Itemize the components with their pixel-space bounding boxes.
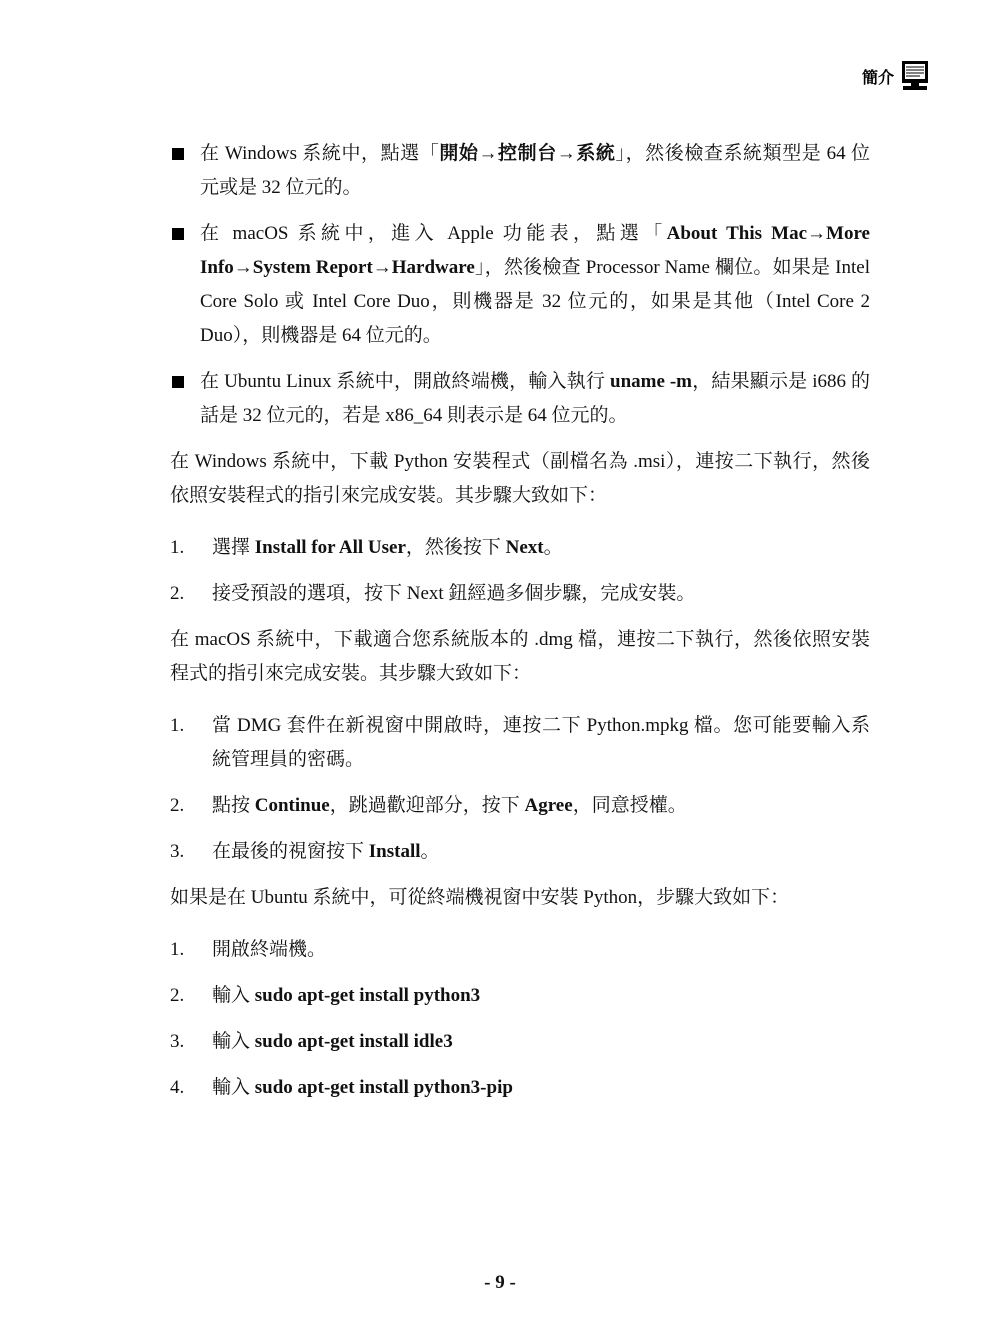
bullet-square-icon [172,228,184,240]
bullet-bold-text: About This Mac→More Info→System Report→Hardware [200,223,870,278]
mac-intro-paragraph: 在 macOS 系統中，下載適合您系統版本的 .dmg 檔，連按二下執行，然後依照安裝程式的指引來完成安裝。其步驟大致如下： [170,629,870,684]
step-number: 3. [170,841,185,862]
bullet-text: 在 macOS 系統中，進入 Apple 功能表，點選「 [200,223,667,244]
step-bold-text: Continue [254,795,330,816]
step-text: 選擇 [212,537,255,558]
step-bold-text: Next [505,537,544,558]
bullet-text: 」，然後檢查系統類型是 64 位元或是 32 位元的。 [200,143,870,198]
step-number: 3. [170,1031,185,1052]
bullet-item-ubuntu [170,365,870,433]
bullet-text: 在 Windows 系統中，點選「 [200,143,440,164]
bullet-text: 」，然後檢查 Processor Name 欄位。如果是 Intel Core Solo 或 Intel Core Duo，則機器是 32 位元的，如果是其他（Intel Core 2 Duo），則機器是 64 位元的。 [200,257,871,346]
step-text: 。 [543,537,563,558]
step-number: 4. [170,1077,185,1098]
step-bold-text: sudo apt-get install python3-pip [254,1077,513,1098]
ubuntu-step [170,1071,870,1105]
monitor-icon [900,60,930,92]
mac-step [170,789,870,823]
step-text: ，然後按下 [405,537,506,558]
windows-step [170,577,870,611]
bullet-square-icon [172,148,184,160]
step-number: 1. [170,537,185,558]
step-text: 當 DMG 套件在新視窗中開啟時，連按二下 Python.mpkg 檔。您可能要輸入系統管理員的密碼。 [212,715,870,770]
ubuntu-step [170,1025,870,1059]
step-text: 輸入 [212,985,255,1006]
step-bold-text: Install for All User [254,537,406,558]
windows-intro-paragraph: 在 Windows 系統中，下載 Python 安裝程式（副檔名為 .msi），連按二下執行，然後依照安裝程式的指引來完成安裝。其步驟大致如下： [170,451,870,506]
ubuntu-step [170,933,870,967]
bullet-square-icon [172,376,184,388]
bullet-bold-text: uname -m [610,371,692,392]
step-text: 輸入 [212,1031,255,1052]
bullet-text: ，結果顯示是 i686 的話是 32 位元的，若是 x86_64 則表示是 64 位元的。 [200,371,870,426]
mac-step [170,835,870,869]
step-text: 點按 [212,795,255,816]
step-text: 接受預設的選項，按下 Next 鈕經過多個步驟，完成安裝。 [212,583,696,604]
bullet-item-windows [170,137,870,205]
step-number: 1. [170,715,185,736]
step-text: 在最後的視窗按下 [212,841,369,862]
step-text: 開啟終端機。 [212,939,327,960]
step-bold-text: Install [368,841,421,862]
bullet-item-macos [170,217,870,353]
bullet-text: 在 Ubuntu Linux 系統中，開啟終端機，輸入執行 [200,371,610,392]
ubuntu-intro-paragraph: 如果是在 Ubuntu 系統中，可從終端機視窗中安裝 Python，步驟大致如下： [170,887,790,908]
page-number: - 9 - [484,1272,516,1293]
mac-step [170,709,870,777]
step-bold-text: sudo apt-get install idle3 [254,1031,453,1052]
step-text: 輸入 [212,1077,255,1098]
step-text: ，同意授權。 [572,795,687,816]
step-bold-text: sudo apt-get install python3 [254,985,481,1006]
page-content [170,137,870,1117]
windows-step [170,531,870,565]
ubuntu-step [170,979,870,1013]
step-bold-text: Agree [524,795,573,816]
step-text: ，跳過歡迎部分，按下 [329,795,525,816]
step-text: 。 [420,841,440,862]
step-number: 2. [170,795,185,816]
bullet-bold-text: 開始→控制台→系統 [439,143,616,164]
step-number: 1. [170,939,185,960]
header-title: 簡介 [861,67,894,87]
step-number: 2. [170,583,185,604]
step-number: 2. [170,985,185,1006]
page-header [830,58,930,94]
